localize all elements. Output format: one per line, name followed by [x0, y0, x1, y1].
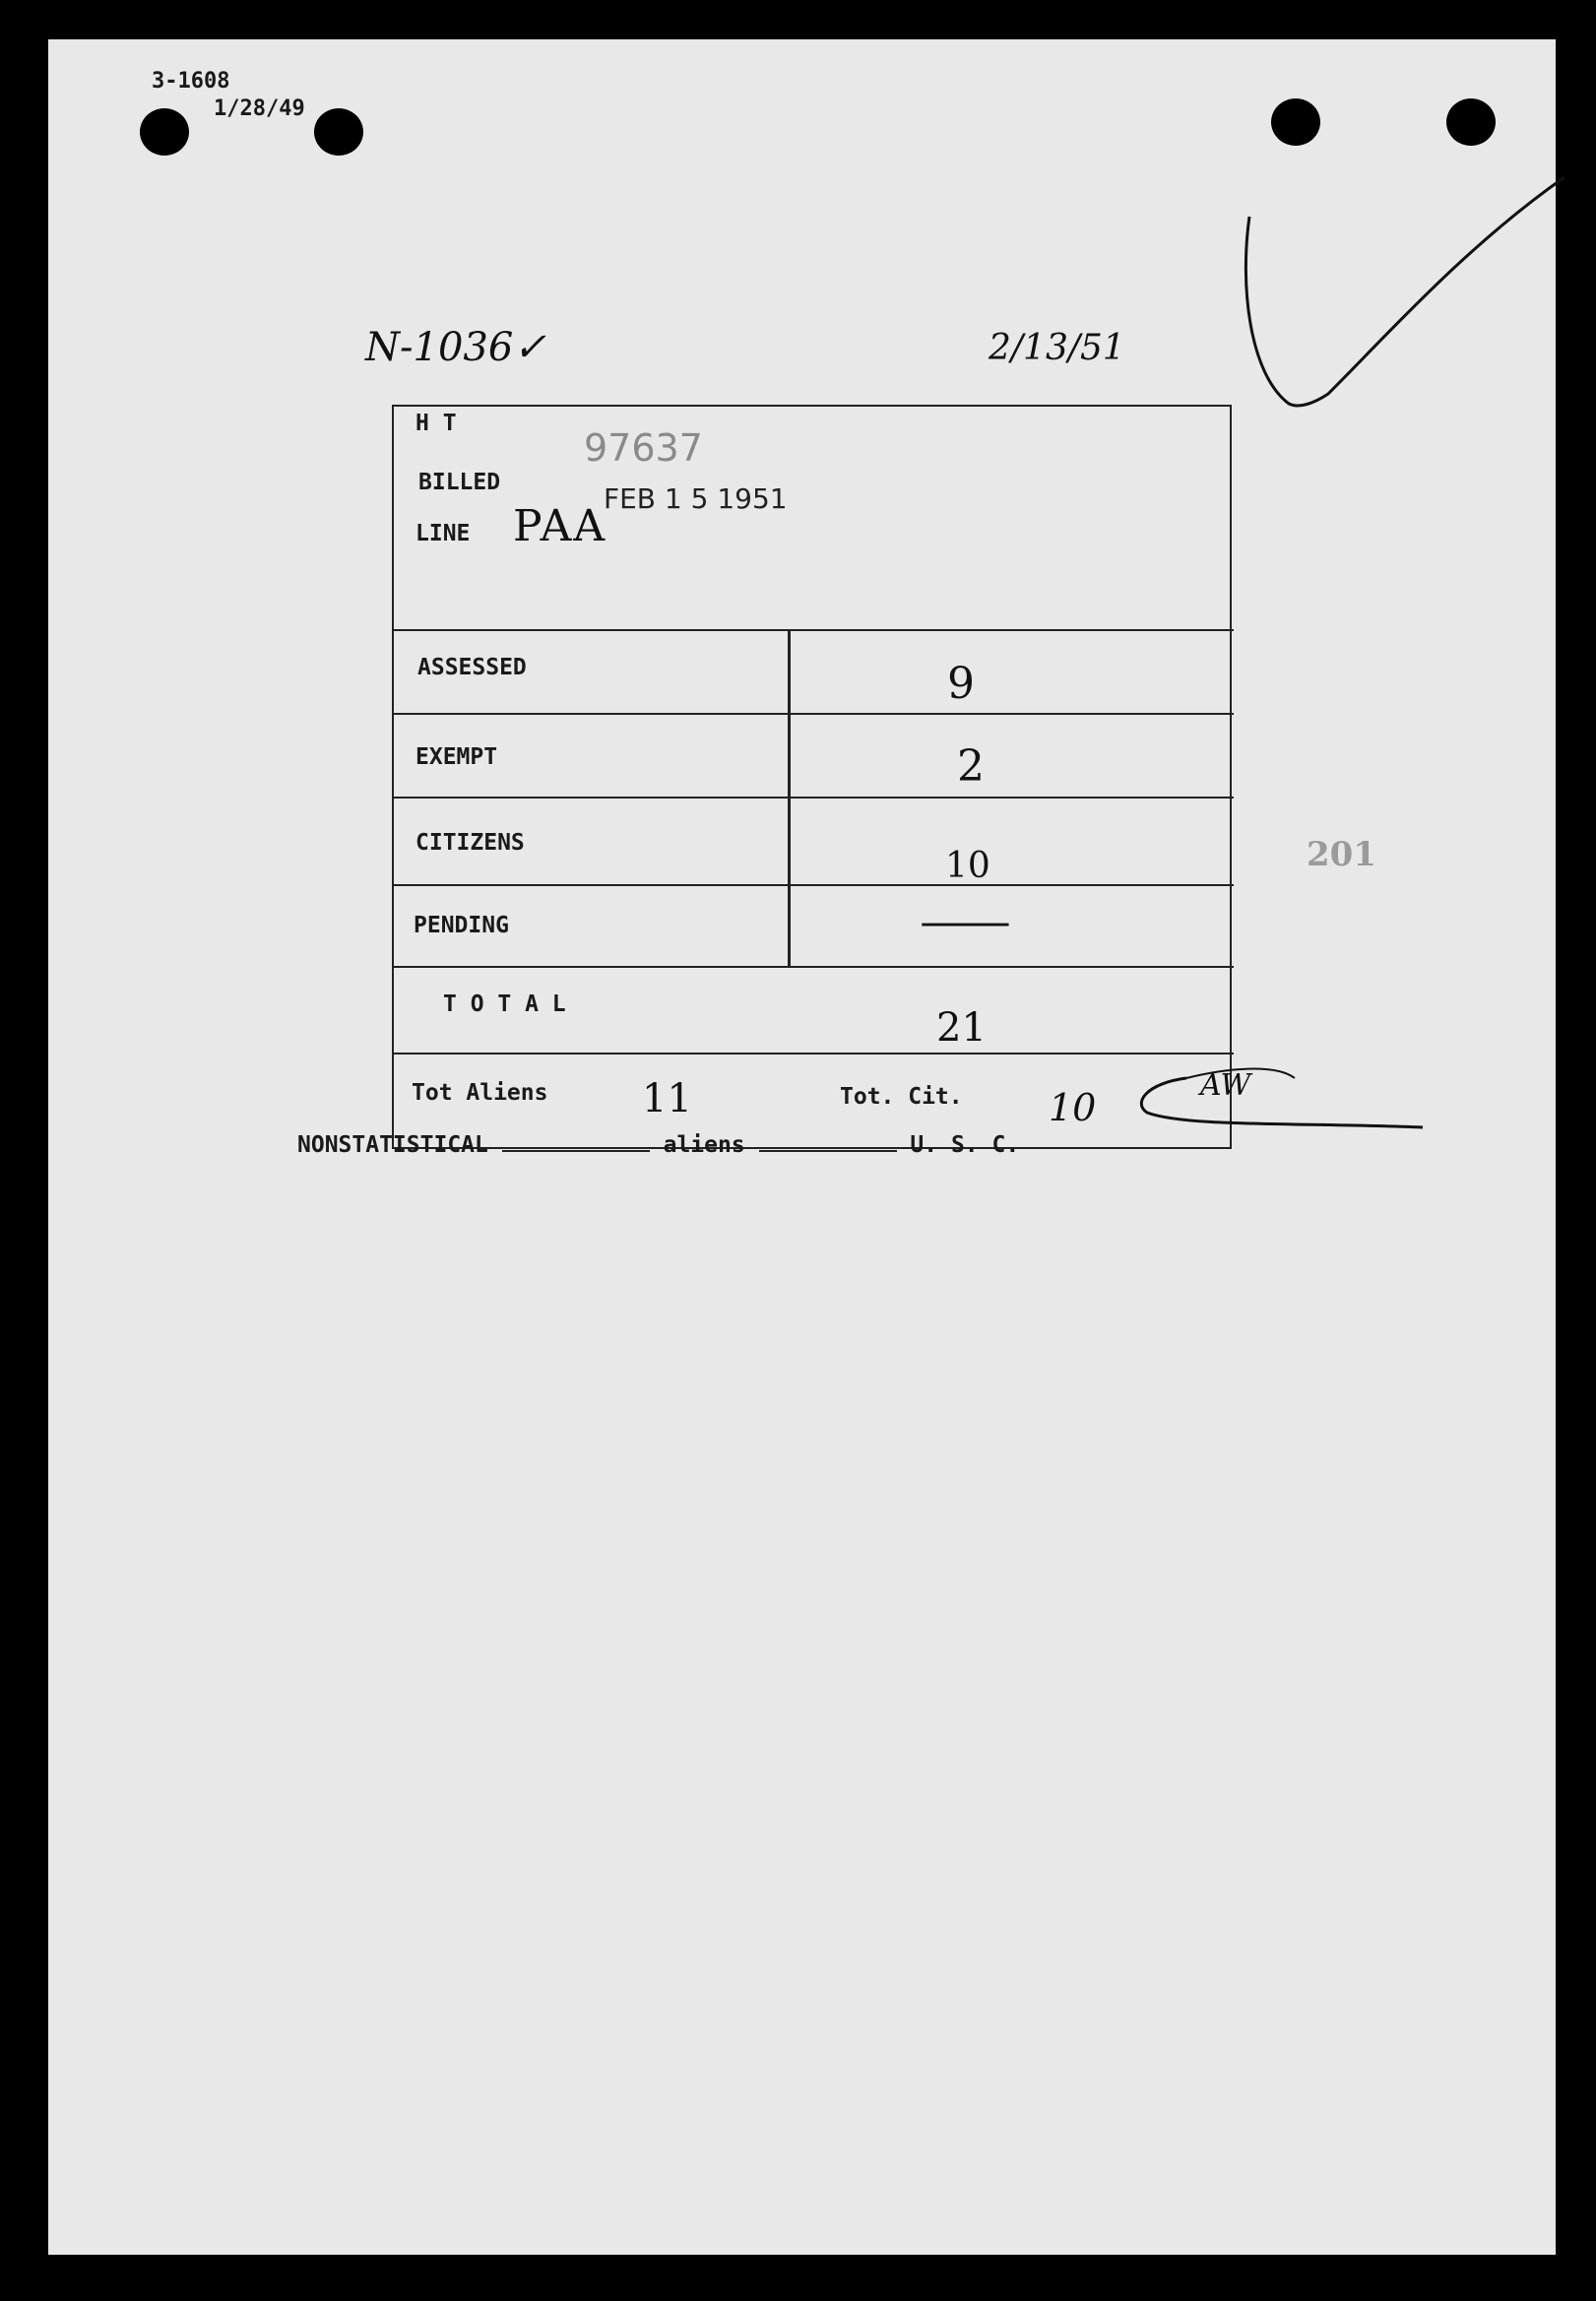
row-divider: [394, 629, 1234, 631]
usc-blank: [759, 1150, 897, 1152]
row-value: 10: [945, 846, 990, 886]
punch-hole: [314, 108, 363, 156]
row-label: CITIZENS: [415, 830, 525, 856]
punch-hole: [140, 108, 189, 156]
aliens-label: aliens: [663, 1132, 745, 1158]
manifest-number-text: N-1036: [365, 325, 514, 370]
manifest-number: [365, 325, 546, 370]
nonstatistical-line: [297, 1132, 1019, 1158]
aliens-blank: [502, 1150, 650, 1152]
line-value: PAA: [513, 501, 607, 551]
total-label: T O T A L: [443, 991, 566, 1017]
check-icon: ✓: [513, 325, 546, 370]
ht-label: H T: [415, 411, 457, 436]
row-divider: [394, 966, 1234, 968]
tot-aliens-value: 11: [642, 1076, 692, 1121]
nonstatistical-label: NONSTATISTICAL: [297, 1132, 488, 1158]
row-label: ASSESSED: [417, 655, 527, 680]
tot-aliens-label: Tot Aliens: [412, 1080, 548, 1106]
form-date: 1/28/49: [214, 96, 305, 121]
punch-hole: [1271, 98, 1320, 146]
row-label: PENDING: [414, 913, 509, 938]
total-value: 21: [936, 1005, 987, 1051]
row-divider: [394, 797, 1234, 799]
tot-cit-label: Tot. Cit.: [840, 1084, 963, 1110]
signature-loop-icon: [1127, 1049, 1442, 1137]
row-label: EXEMPT: [415, 744, 498, 770]
usc-label: U. S. C.: [910, 1132, 1020, 1158]
billed-label: BILLED: [418, 470, 501, 495]
row-value: —: [918, 897, 1013, 947]
row-divider: [394, 1053, 1234, 1055]
punch-hole: [1446, 98, 1496, 146]
document-page: [48, 39, 1556, 2255]
initials-signature: [1127, 1049, 1442, 1141]
check-mark-icon: [1230, 167, 1584, 482]
column-divider: [788, 629, 791, 966]
manifest-form: [392, 405, 1232, 1149]
row-divider: [394, 884, 1234, 886]
row-value: 2: [957, 741, 985, 792]
initials-text: AW: [1200, 1068, 1251, 1103]
line-label: LINE: [415, 521, 471, 546]
row-divider: [394, 713, 1234, 715]
stamp-date: FEB 1 5 1951: [604, 482, 788, 515]
stamp-number: 97637: [584, 426, 703, 470]
tot-cit-value: 10: [1049, 1086, 1097, 1129]
manifest-date: 2/13/51: [989, 328, 1125, 368]
row-value: 9: [947, 659, 975, 709]
form-number: 3-1608: [152, 69, 230, 94]
margin-number: 201: [1307, 835, 1376, 874]
